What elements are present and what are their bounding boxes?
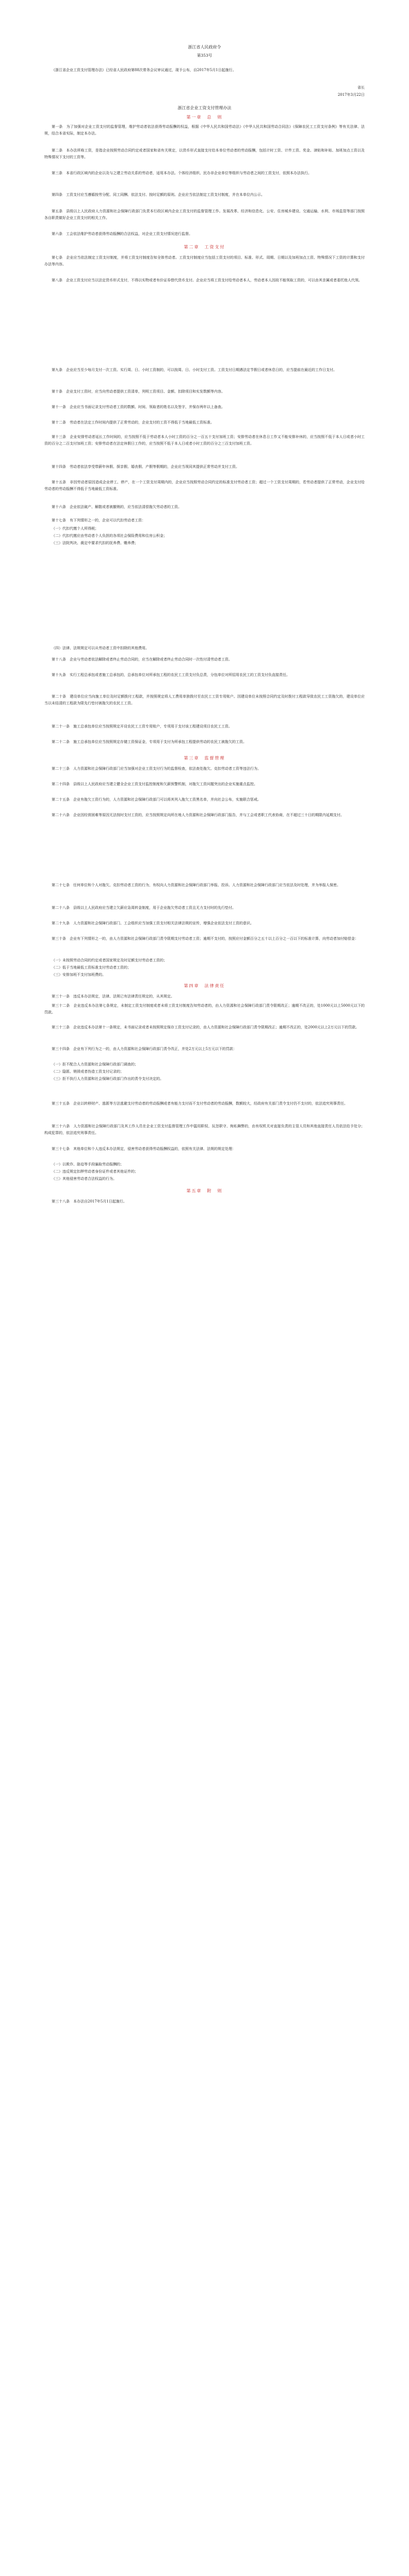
chapter-2-heading: 第二章 工资支付 [184,245,225,249]
article-17: 第十七条 有下列情形之一的，企业可以代扣劳动者工资： [52,518,145,522]
article-8: 第八条 企业工资支付应当以法定货币形式支付，不得以实物或者有价证券替代货币支付。企业应当将工资支付给劳动者本人，劳动者本人因故不能领取工资的，可以由其亲属或者委托他人代领。 [52,278,362,282]
article-16: 第十六条 企业依法破产、解散或者被撤销的，应当依法清偿拖欠劳动者的工资。 [52,505,182,509]
article-4: 第四条 工资支付应当遵循按劳分配、同工同酬、依法支付、按时足额的原则。企业应当依法制定工资支付制度，并在本单位内公示。 [52,193,265,197]
chapter-1-heading: 第一章 总 则 [186,115,223,120]
signature: 省长 [357,86,365,90]
article-7: 第七条 企业应当依法制定工资支付制度，并将工资支付制度告知全体劳动者。工资支付制度应当包括工资支付的项目、标准、形式、周期、日期以及加班加点工资、特殊情况下工资的计算和支付办法等内容。 [44,256,365,266]
article-34-item-2: （二）隐匿、销毁或者伪造工资支付记录的； [52,1070,124,1074]
doc-org: 浙江省人民政府令 [188,45,221,49]
article-13: 第十三条 企业安排劳动者延长工作时间的，应当按照不低于劳动者本人小时工资的百分之一百五十支付加班工资；安排劳动者在休息日工作又不能安排补休的，应当按照不低于本人日或者小时工资的百分之二百支付加班工资；安排劳动者在法定休假日工作的，应当按照不低于本人日或者小时工资的百分之三百支付加班工资。 [44,435,365,446]
article-34-item-1: （一）拒不配合人力资源和社会保障行政部门调查的； [52,1062,138,1066]
article-11: 第十一条 企业应当书面记录支付劳动者工资的数额、时间、领取者的姓名以及签字，并保存两年以上备查。 [52,405,225,409]
chapter-4-heading: 第四章 法律责任 [184,984,225,988]
article-6: 第六条 工会依法维护劳动者获得劳动报酬的合法权益，对企业工资支付情况进行监督。 [52,232,192,236]
article-22: 第二十二条 施工总承包单位应当按照规定存储工资保证金，专项用于支付为所承包工程提供劳动的农民工被拖欠的工资。 [52,740,247,744]
article-17-item-4: （四）法律、法规规定可以从劳动者工资中扣除的其他费用。 [52,646,149,650]
article-31: 第三十一条 违反本办法规定，法律、法规已有法律责任规定的，从其规定。 [52,994,174,998]
article-37-item-3: （三）其他侵害劳动者合法权益的行为。 [52,1177,117,1181]
article-30-item-1: （一）未按照劳动合同的约定或者国家规定及时足额支付劳动者工资的； [52,958,167,962]
article-1: 第一条 为了加强对企业工资支付的监督管理，维护劳动者依法获得劳动报酬的权益，根据《中华人民共和国劳动法》《中华人民共和国劳动合同法》《保障农民工工资支付条例》等有关法律、法规，结合本省实际，制定本办法。 [44,125,365,135]
article-37-item-1: （一）以欺诈、胁迫等手段骗取劳动报酬的； [52,1162,124,1166]
article-2: 第二条 本办法所称工资，是指企业按照劳动合同约定或者国家和省有关规定，以货币形式直接支付给本单位劳动者的劳动报酬，包括计时工资、计件工资、奖金、津贴和补贴、加班加点工资以及特殊情况下支付的工资等。 [44,148,365,159]
article-34-item-3: （三）拒不执行人力资源和社会保障行政部门作出的责令支付决定的。 [52,1077,163,1081]
article-26: 第二十六条 企业因经营困难等原因无法按时支付工资的，应当按照规定向所在地人力资源和社会保障行政部门报告，并与工会或者职工代表协商，在不超过三十日的期限内延期支付。 [52,813,344,817]
article-23: 第二十三条 人力资源和社会保障行政部门应当加强对企业工资支付行为的监督检查，依法查处拖欠、克扣劳动者工资等违法行为。 [52,767,261,771]
article-28: 第二十八条 县级以上人民政府应当建立欠薪应急周转金制度，用于企业拖欠劳动者工资且无力支付时的先行垫付。 [52,906,236,910]
article-30-item-3: （三）安排加班不支付加班费的。 [52,973,106,977]
article-20: 第二十条 建设单位应当向施工单位及时足额拨付工程款，并按照规定将人工费用单独拨付至农民工工资专用账户。因建设单位未按照合同约定及时拨付工程款导致农民工工资拖欠的，建设单位应当以未结清的工程款为限先行垫付被拖欠的农民工工资。 [44,694,365,705]
promulgation-text: 《浙江省企业工资支付管理办法》已经省人民政府第88次常务会议审议通过，现予公布，自2017年5月1日起施行。 [52,68,236,72]
article-32: 第三十二条 企业违反本办法第七条规定，未制定工资支付制度或者未将工资支付制度告知劳动者的，由人力资源和社会保障行政部门责令限期改正；逾期不改正的，处1000元以上5000元以下的罚款。 [44,1004,365,1014]
article-30: 第三十条 企业有下列情形之一的，由人力资源和社会保障行政部门责令限期支付劳动者工资；逾期不支付的，按照应付金额百分之五十以上百分之一百以下的标准计算，向劳动者加付赔偿金： [52,937,358,941]
article-37-item-2: （二）违反规定扣押劳动者身份证件或者其他证件的； [52,1170,138,1174]
doc-number: 第353号 [197,53,212,58]
chapter-3-heading: 第三章 监督管理 [184,756,225,760]
article-10: 第十条 企业支付工资时，应当向劳动者提供工资清单，列明工资项目、金额、扣除项目和实发数额等内容。 [52,389,225,394]
article-38: 第三十八条 本办法自2017年5月1日起施行。 [52,1199,127,1204]
article-17-item-1: （一）代扣代缴个人所得税； [52,527,99,531]
article-21: 第二十一条 施工总承包单位应当按照规定开设农民工工资专用账户，专项用于支付该工程建设项目农民工工资。 [52,724,232,728]
article-37: 第三十七条 其他单位和个人违反本办法规定，侵害劳动者获得劳动报酬权益的，依照有关法律、法规的规定处理： [52,1147,236,1151]
article-3: 第三条 本省行政区域内的企业以及与之建立劳动关系的劳动者，适用本办法。个体经济组织、民办非企业单位等组织与劳动者之间的工资支付，依照本办法执行。 [52,171,312,175]
article-29: 第二十九条 人力资源和社会保障行政部门、工会组织应当加强工资支付相关法律法规的宣传，增强企业依法支付工资的意识。 [52,921,254,925]
article-25: 第二十五条 企业有拖欠工资行为的，人力资源和社会保障行政部门可以将其列入拖欠工资黑名单，并向社会公布，实施联合惩戒。 [52,798,261,802]
chapter-5-heading: 第五章 附 则 [186,1189,223,1193]
article-35: 第三十五条 企业以转移财产、逃匿等方法逃避支付劳动者的劳动报酬或者有能力支付而不支付劳动者的劳动报酬，数额较大，经政府有关部门责令支付仍不支付的，依法追究刑事责任。 [52,1101,348,1106]
doc-date: 2017年3月22日 [337,93,365,97]
article-5: 第五条 县级以上人民政府人力资源和社会保障行政部门负责本行政区域内企业工资支付的监督管理工作。发展改革、经济和信息化、公安、住房城乡建设、交通运输、水利、市场监管等部门按照各自职责做好企业工资支付的相关工作。 [44,209,365,220]
doc-title: 浙江省企业工资支付管理办法 [177,106,232,110]
article-24: 第二十四条 县级以上人民政府应当建立健全企业工资支付监控制度和欠薪预警机制，对拖欠工资问题突出的企业实施重点监控。 [52,782,257,786]
article-14: 第十四条 劳动者依法享受带薪年休假、探亲假、婚丧假、产假等假期的，企业应当视同其提供正常劳动并支付工资。 [52,465,239,469]
article-9: 第九条 企业应当至少每月支付一次工资。实行周、日、小时工资制的，可以按周、日、小时支付工资。工资支付日期遇法定节假日或者休息日的，应当提前在最近的工作日支付。 [52,368,337,372]
article-12: 第十二条 劳动者在法定工作时间内提供了正常劳动的，企业支付的工资不得低于当地最低工资标准。 [52,420,214,425]
article-19: 第十九条 实行工程总承包或者施工总承包的，总承包单位对所承包工程的农民工工资支付负总责，分包单位对所招用农民工的工资支付负直接责任。 [52,673,290,677]
article-30-item-2: （二）低于当地最低工资标准支付劳动者工资的； [52,965,131,970]
article-34: 第三十四条 企业有下列行为之一的，由人力资源和社会保障行政部门责令改正，并处2万元以上5万元以下的罚款： [52,1047,237,1051]
article-33: 第三十三条 企业违反本办法第十一条规定，未书面记录或者未按照规定保存工资支付记录的，由人力资源和社会保障行政部门责令限期改正；逾期不改正的，处2000元以上2万元以下的罚款。 [52,1025,359,1029]
article-27: 第二十七条 任何单位和个人对拖欠、克扣劳动者工资的行为，有权向人力资源和社会保障行政部门举报、投诉。人力资源和社会保障行政部门应当依法及时处理，并为举报人保密。 [52,883,340,887]
article-17-item-2: （二）代扣代缴应由劳动者个人负担的各项社会保险费用和住房公积金； [52,534,167,538]
article-15: 第十五条 非因劳动者原因造成企业停工、停产，在一个工资支付周期内的，企业应当按照劳动合同约定的标准支付劳动者工资；超过一个工资支付周期的，若劳动者提供了正常劳动，企业支付给劳动者的劳动报酬不得低于当地最低工资标准。 [44,480,365,491]
article-18: 第十八条 企业与劳动者依法解除或者终止劳动合同的，应当在解除或者终止劳动合同时一次性付清劳动者工资。 [52,657,232,662]
article-36: 第三十六条 人力资源和社会保障行政部门及其工作人员在企业工资支付监督管理工作中滥用职权、玩忽职守、徇私舞弊的，由有权机关对直接负责的主管人员和其他直接责任人员依法给予处分；构成犯罪的，依法追究刑事责任。 [44,1124,365,1135]
article-17-item-3: （三）法院判决、裁定中要求代扣的抚养费、赡养费； [52,541,138,545]
